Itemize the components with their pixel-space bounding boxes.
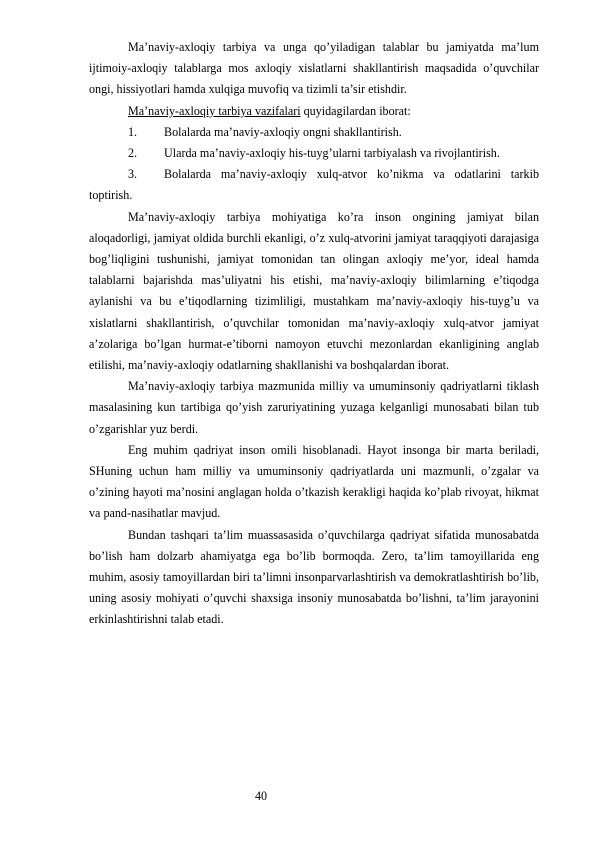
intro-paragraph: Ma’naviy-axloqiy tarbiya va unga qo’yiladigan talablar bu jamiyatda ma’lum ijtimoiy-axloqiy talablarga mos axloqiy xislatlarni shakllantirish maqsadida o’quvchilar ongi, hissiyotlari hamda xulqiga muvofiq va tizimli ta’sir etishdir. bbox=[89, 40, 539, 97]
document-page bbox=[89, 37, 539, 631]
tasks-heading bbox=[89, 101, 539, 122]
list-item-text: Ularda ma’naviy-axloqiy his-tuyg’ularni tarbiyalash va rivojlantirish. bbox=[164, 146, 500, 161]
list-item bbox=[89, 122, 539, 143]
list-item bbox=[89, 143, 539, 164]
list-item-number: 3. bbox=[128, 167, 138, 182]
body-paragraph: Bundan tashqari ta’lim muassasasida o’quvchilarga qadriyat sifatida munosabatda bo’lish ham dolzarb ahamiyatga ega bo’lib bormoqda. Zero, ta’lim tamoyillarida eng muhim, asosiy tamoyillardan biri ta’limni insonparvarlashtirish va demokratlashtirish bo’lib, uning asosiy mohiyati o’quvchi shaxsiga insoniy munosabatda bo’lishni, ta’lim jarayonini erkinlashtirishni talab etadi. bbox=[89, 527, 539, 627]
tasks-heading-rest: quyidagilardan iborat: bbox=[300, 103, 411, 118]
body-paragraph: Ma’naviy-axloqiy tarbiya mazmunida milliy va umuminsoniy qadriyatlarni tiklash masalasining kun tartibiga qo’yish zaruriyatining yuzaga kelganligi munosabati bilan tub o’zgarishlar yuz berdi. bbox=[89, 379, 539, 436]
body-paragraph: Eng muhim qadriyat inson omili hisoblanadi. Hayot insonga bir marta beriladi, SHuning uchun ham milliy va umuminsoniy qadriyatlarda uni mazmunli, o’zgalar va o’zining hayoti ma’nosini anglagan holda o’tkazish kerakligi haqida ko’plab rivoyat, hikmat va pand-nasihatlar mavjud. bbox=[89, 442, 539, 521]
list-item-text: Bolalarda ma’naviy-axloqiy xulq-atvor ko’nikma va odatlarini tarkib toptirish. bbox=[89, 167, 539, 203]
body-paragraph: Ma’naviy-axloqiy tarbiya mohiyatiga ko’ra inson ongining jamiyat bilan aloqadorligi, jamiyat oldida burchli ekanligi, o’z xulq-atvorini jamiyat taraqqiyoti darajasiga bog’liqligini tushunishi, jamiyat tomonidan tan olingan axloqiy me’yor, ideal hamda talablarni bajarishda mas’uliyatni his etishi, ma’naviy-axloqiy bilimlarning e’tiqodga aylanishi va bu e’tiqodlarning tizimliligi, mustahkam ma’naviy-axloqiy his-tuyg’u va xislatlarni shakllantirish, o’quvchilar tomonidan ma’naviy-axloqiy xulq-atvor jamiyat a’zolariga bo’lgan hurmat-e’tiborni namoyon etuvchi mezonlardan ekanligining anglab etilishi, ma’naviy-axloqiy odatlarning shakllanishi va boshqalardan iborat. bbox=[89, 209, 539, 373]
page-number: 40 bbox=[255, 789, 268, 803]
tasks-heading-underlined: Ma’naviy-axloqiy tarbiya vazifalari bbox=[128, 103, 301, 118]
list-item-number: 1. bbox=[128, 124, 138, 139]
list-item-number: 2. bbox=[128, 146, 138, 161]
list-item bbox=[89, 164, 539, 206]
list-item-text: Bolalarda ma’naviy-axloqiy ongni shakllantirish. bbox=[164, 124, 402, 139]
tasks-list bbox=[89, 122, 539, 207]
